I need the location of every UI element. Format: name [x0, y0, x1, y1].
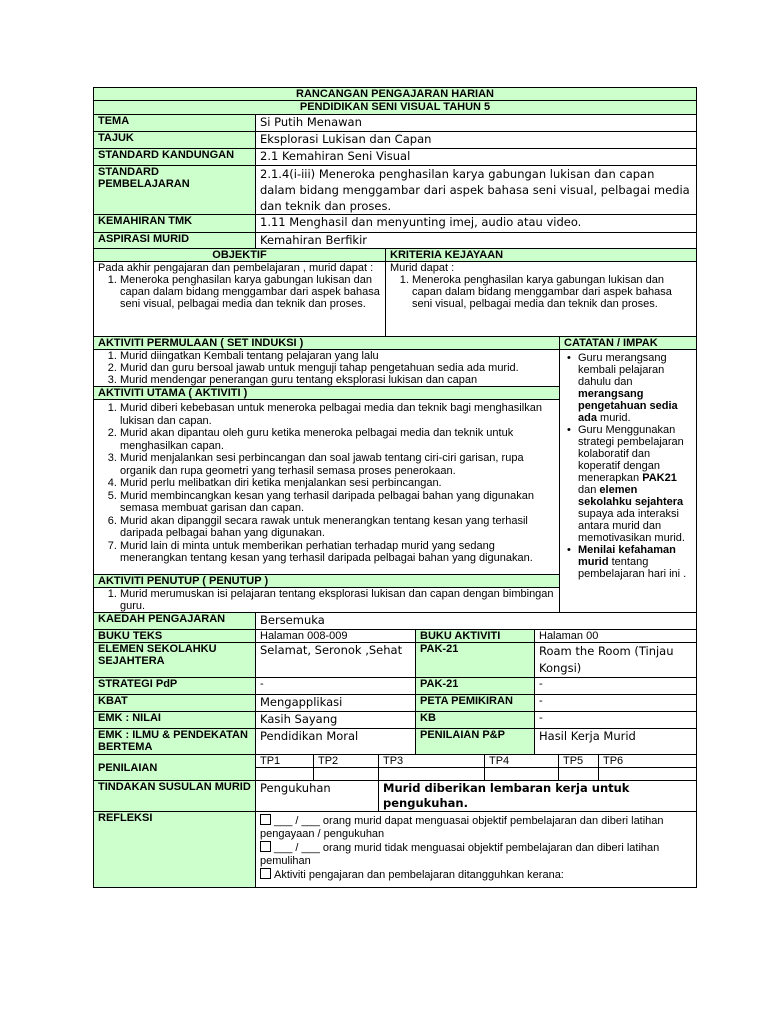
list-item: 1. Murid diberi kebebasan untuk meneroka pelbagai media dan teknik bagi menghasilkan lukisan dan capan. — [120, 402, 555, 427]
list-item: 5. Murid membincangkan kesan yang terhasil daripada pelbagai bahan yang digunakan semasa membuat garisan dan capan. — [120, 490, 555, 515]
list-item: 3. Murid mendengar penerangan guru tentang eksplorasi lukisan dan capan — [120, 374, 555, 386]
kemahiran-tmk-label: KEMAHIRAN TMK — [94, 215, 256, 233]
elemen-value: Selamat, Seronok ,Sehat — [256, 643, 416, 678]
header-table — [93, 87, 697, 249]
elemen-label: ELEMEN SEKOLAHKU SEJAHTERA — [94, 643, 256, 678]
list-item: 2. Murid akan dipantau oleh guru ketika meneroka pelbagai media dan teknik untuk menghasilkan capan. — [120, 427, 555, 452]
objektif-header: OBJEKTIF — [94, 249, 386, 262]
document-subtitle: PENDIDIKAN SENI VISUAL TAHUN 5 — [94, 101, 697, 115]
kb-value: - — [535, 712, 697, 729]
kemahiran-tmk-value: 1.11 Menghasil dan menyunting imej, audio atau video. — [256, 215, 697, 233]
kbat-label: KBAT — [94, 695, 256, 712]
buku-teks-label: BUKU TEKS — [94, 630, 256, 643]
catatan-item: • Menilai kefahaman murid tentang pembelajaran hari ini . — [578, 544, 692, 580]
buku-aktiviti-label: BUKU AKTIVITI — [416, 630, 535, 643]
tp-header: TP5 — [559, 755, 599, 768]
list-item: 6. Murid akan dipanggil secara rawak untuk menerangkan tentang kesan yang terhasil daripada pelbagai bahan yang digunakan. — [120, 515, 555, 540]
standard-kandungan-value: 2.1 Kemahiran Seni Visual — [256, 149, 697, 166]
kb-label: KB — [416, 712, 535, 729]
activities-table — [93, 336, 697, 613]
objektif-item: 1. Meneroka penghasilan karya gabungan lukisan dan capan dalam bidang menggambar dari aspek bahasa seni visual, pelbagai media dan teknik dan proses. — [120, 274, 381, 310]
pak21-a-label: PAK-21 — [416, 643, 535, 678]
standard-pembelajaran-value: 2.1.4(i-iii) Meneroka penghasilan karya gabungan lukisan dan capan dalam bidang menggambar dari aspek bahasa seni visual, pelbagai media dan teknik dan proses. — [256, 166, 697, 215]
details-table — [93, 612, 697, 888]
aspirasi-murid-value: Kemahiran Berfikir — [256, 233, 697, 249]
emk-nilai-label: EMK : NILAI — [94, 712, 256, 729]
list-item: 1. Murid merumuskan isi pelajaran tentang eksplorasi lukisan dan capan dengan bimbingan guru. — [120, 588, 555, 612]
penilaian-pdp-label: PENILAIAN P&P — [416, 729, 535, 755]
refleksi-cell — [256, 812, 697, 888]
list-item: 1. Murid diingatkan Kembali tentang pelajaran yang lalu — [120, 350, 555, 362]
emk-nilai-value: Kasih Sayang — [256, 712, 416, 729]
catatan-header: CATATAN / IMPAK — [560, 337, 697, 350]
tema-label: TEMA — [94, 115, 256, 132]
kriteria-intro: Murid dapat : — [390, 262, 455, 274]
objektif-intro: Pada akhir pengajaran dan pembelajaran , murid dapat : — [98, 262, 374, 274]
tp-cell[interactable] — [599, 768, 697, 781]
kriteria-cell — [386, 262, 697, 337]
tp-cell[interactable] — [485, 768, 559, 781]
list-item: 7. Murid lain di minta untuk memberikan perhatian terhadap murid yang sedang menerangkan tentang kesan yang terhasil daripada pelbagai bahan yang digunakan. — [120, 540, 555, 565]
pak21-b-value: - — [535, 678, 697, 695]
strategi-label: STRATEGI PdP — [94, 678, 256, 695]
tindakan-value: Pengukuhan — [256, 781, 379, 812]
tajuk-label: TAJUK — [94, 132, 256, 149]
emk-ilmu-label: EMK : ILMU & PENDEKATAN BERTEMA — [94, 729, 256, 755]
kaedah-label: KAEDAH PENGAJARAN — [94, 613, 256, 630]
tema-value: Si Putih Menawan — [256, 115, 697, 132]
strategi-value: - — [256, 678, 416, 695]
objektif-kriteria-table — [93, 248, 697, 337]
buku-aktiviti-value: Halaman 00 — [535, 630, 697, 643]
document-title: RANCANGAN PENGAJARAN HARIAN — [94, 88, 697, 101]
aktiviti-utama-header: AKTIVITI UTAMA ( AKTIVITI ) — [94, 387, 560, 400]
list-item: 4. Murid perlu melibatkan diri ketika menjalankan sesi perbincangan. — [120, 477, 555, 490]
aktiviti-penutup-cell — [94, 588, 560, 613]
tp-header: TP4 — [485, 755, 559, 768]
peta-label: PETA PEMIKIRAN — [416, 695, 535, 712]
peta-value: - — [535, 695, 697, 712]
refleksi-line: ___ / ___ orang murid dapat menguasai objektif pembelajaran dan diberi latihan pengayaan / pengukuhan — [260, 815, 664, 840]
tindakan-detail: Murid diberikan lembaran kerja untuk pengukuhan. — [379, 781, 697, 812]
list-item: 2. Murid dan guru bersoal jawab untuk menguji tahap pengetahuan sedia ada murid. — [120, 362, 555, 374]
tp-header: TP6 — [599, 755, 697, 768]
catatan-item: • Guru Menggunakan strategi pembelajaran kolaboratif dan koperatif dengan menerapkan PAK21 dan elemen sekolahku sejahtera supaya ada interaksi antara murid dan memotivasikan murid. — [578, 424, 692, 544]
kriteria-header: KRITERIA KEJAYAAN — [386, 249, 697, 262]
standard-pembelajaran-label: STANDARD PEMBELAJARAN — [94, 166, 256, 215]
checkbox-icon[interactable] — [260, 841, 271, 852]
tp-cell[interactable] — [559, 768, 599, 781]
tp-cell[interactable] — [256, 768, 314, 781]
kriteria-item: 1. Meneroka penghasilan karya gabungan lukisan dan capan dalam bidang menggambar dari aspek bahasa seni visual, pelbagai media dan teknik dan proses. — [412, 274, 692, 310]
tp-header: TP1 — [256, 755, 314, 768]
aktiviti-penutup-header: AKTIVITI PENUTUP ( PENUTUP ) — [94, 575, 560, 588]
aktiviti-permulaan-header: AKTIVITI PERMULAAN ( SET INDUKSI ) — [94, 337, 560, 350]
list-item: 3. Murid menjalankan sesi perbincangan dan soal jawab tentang ciri-ciri garisan, rupa organik dan rupa geometri yang terhasil semasa proses penerokaan. — [120, 452, 555, 477]
tp-header: TP3 — [379, 755, 485, 768]
tp-cell[interactable] — [379, 768, 485, 781]
kbat-value: Mengapplikasi — [256, 695, 416, 712]
penilaian-label: PENILAIAN — [94, 755, 256, 781]
lesson-plan-document — [93, 87, 696, 888]
emk-ilmu-value: Pendidikan Moral — [256, 729, 416, 755]
refleksi-line: ___ / ___ orang murid tidak menguasai objektif pembelajaran dan diberi latihan pemulihan — [260, 842, 660, 867]
objektif-cell — [94, 262, 386, 337]
catatan-item: • Guru merangsang kembali pelajaran dahulu dan merangsang pengetahuan sedia ada murid. — [578, 352, 692, 424]
aktiviti-permulaan-cell — [94, 350, 560, 387]
refleksi-line: Aktiviti pengajaran dan pembelajaran ditangguhkan kerana: — [260, 868, 692, 882]
checkbox-icon[interactable] — [260, 814, 271, 825]
catatan-cell — [560, 350, 697, 613]
checkbox-icon[interactable] — [260, 868, 271, 879]
penilaian-pdp-value: Hasil Kerja Murid — [535, 729, 697, 755]
kaedah-value: Bersemuka — [256, 613, 697, 630]
aspirasi-murid-label: ASPIRASI MURID — [94, 233, 256, 249]
standard-kandungan-label: STANDARD KANDUNGAN — [94, 149, 256, 166]
aktiviti-utama-cell — [94, 400, 560, 575]
pak21-b-label: PAK-21 — [416, 678, 535, 695]
tp-header: TP2 — [314, 755, 379, 768]
tajuk-value: Eksplorasi Lukisan dan Capan — [256, 132, 697, 149]
tp-cell[interactable] — [314, 768, 379, 781]
refleksi-label: REFLEKSI — [94, 812, 256, 888]
pak21-a-value: Roam the Room (Tinjau Kongsi) — [535, 643, 697, 678]
tindakan-label: TINDAKAN SUSULAN MURID — [94, 781, 256, 812]
buku-teks-value: Halaman 008-009 — [256, 630, 416, 643]
